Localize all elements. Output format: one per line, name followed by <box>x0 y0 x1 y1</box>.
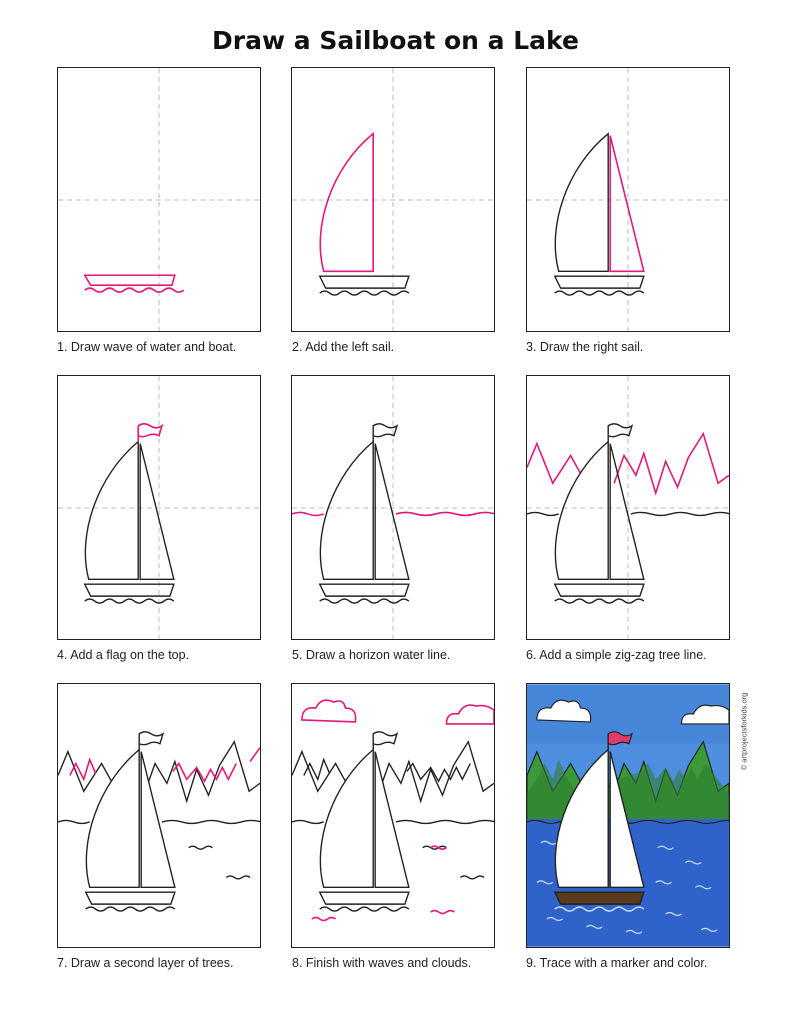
step-7-drawing <box>58 684 260 947</box>
step-4-panel <box>57 375 261 640</box>
step-7-caption: 7. Draw a second layer of trees. <box>57 956 234 970</box>
step-6-caption: 6. Add a simple zig-zag tree line. <box>526 648 707 662</box>
step-7-panel <box>57 683 261 948</box>
step-1-drawing <box>58 68 260 331</box>
step-4-drawing <box>58 376 260 639</box>
step-2-caption: 2. Add the left sail. <box>292 340 395 354</box>
step-3-panel <box>526 67 730 332</box>
step-1-caption: 1. Draw wave of water and boat. <box>57 340 237 354</box>
credit-text: © artprojectsforkids.org <box>739 692 749 771</box>
step-8-drawing <box>292 684 494 947</box>
step-5-drawing <box>292 376 494 639</box>
page-title: Draw a Sailboat on a Lake <box>212 26 579 55</box>
step-2-drawing <box>292 68 494 331</box>
step-6-panel <box>526 375 730 640</box>
step-8-panel <box>291 683 495 948</box>
step-5-caption: 5. Draw a horizon water line. <box>292 648 451 662</box>
step-2-panel <box>291 67 495 332</box>
step-3-caption: 3. Draw the right sail. <box>526 340 644 354</box>
step-1-panel <box>57 67 261 332</box>
credit-watermark <box>738 683 752 783</box>
step-9-painting <box>527 684 729 947</box>
step-6-drawing <box>527 376 729 639</box>
step-5-panel <box>291 375 495 640</box>
step-8-caption: 8. Finish with waves and clouds. <box>292 956 472 970</box>
step-9-caption: 9. Trace with a marker and color. <box>526 956 708 970</box>
step-4-caption: 4. Add a flag on the top. <box>57 648 190 662</box>
step-3-drawing <box>527 68 729 331</box>
step-9-panel <box>526 683 730 948</box>
